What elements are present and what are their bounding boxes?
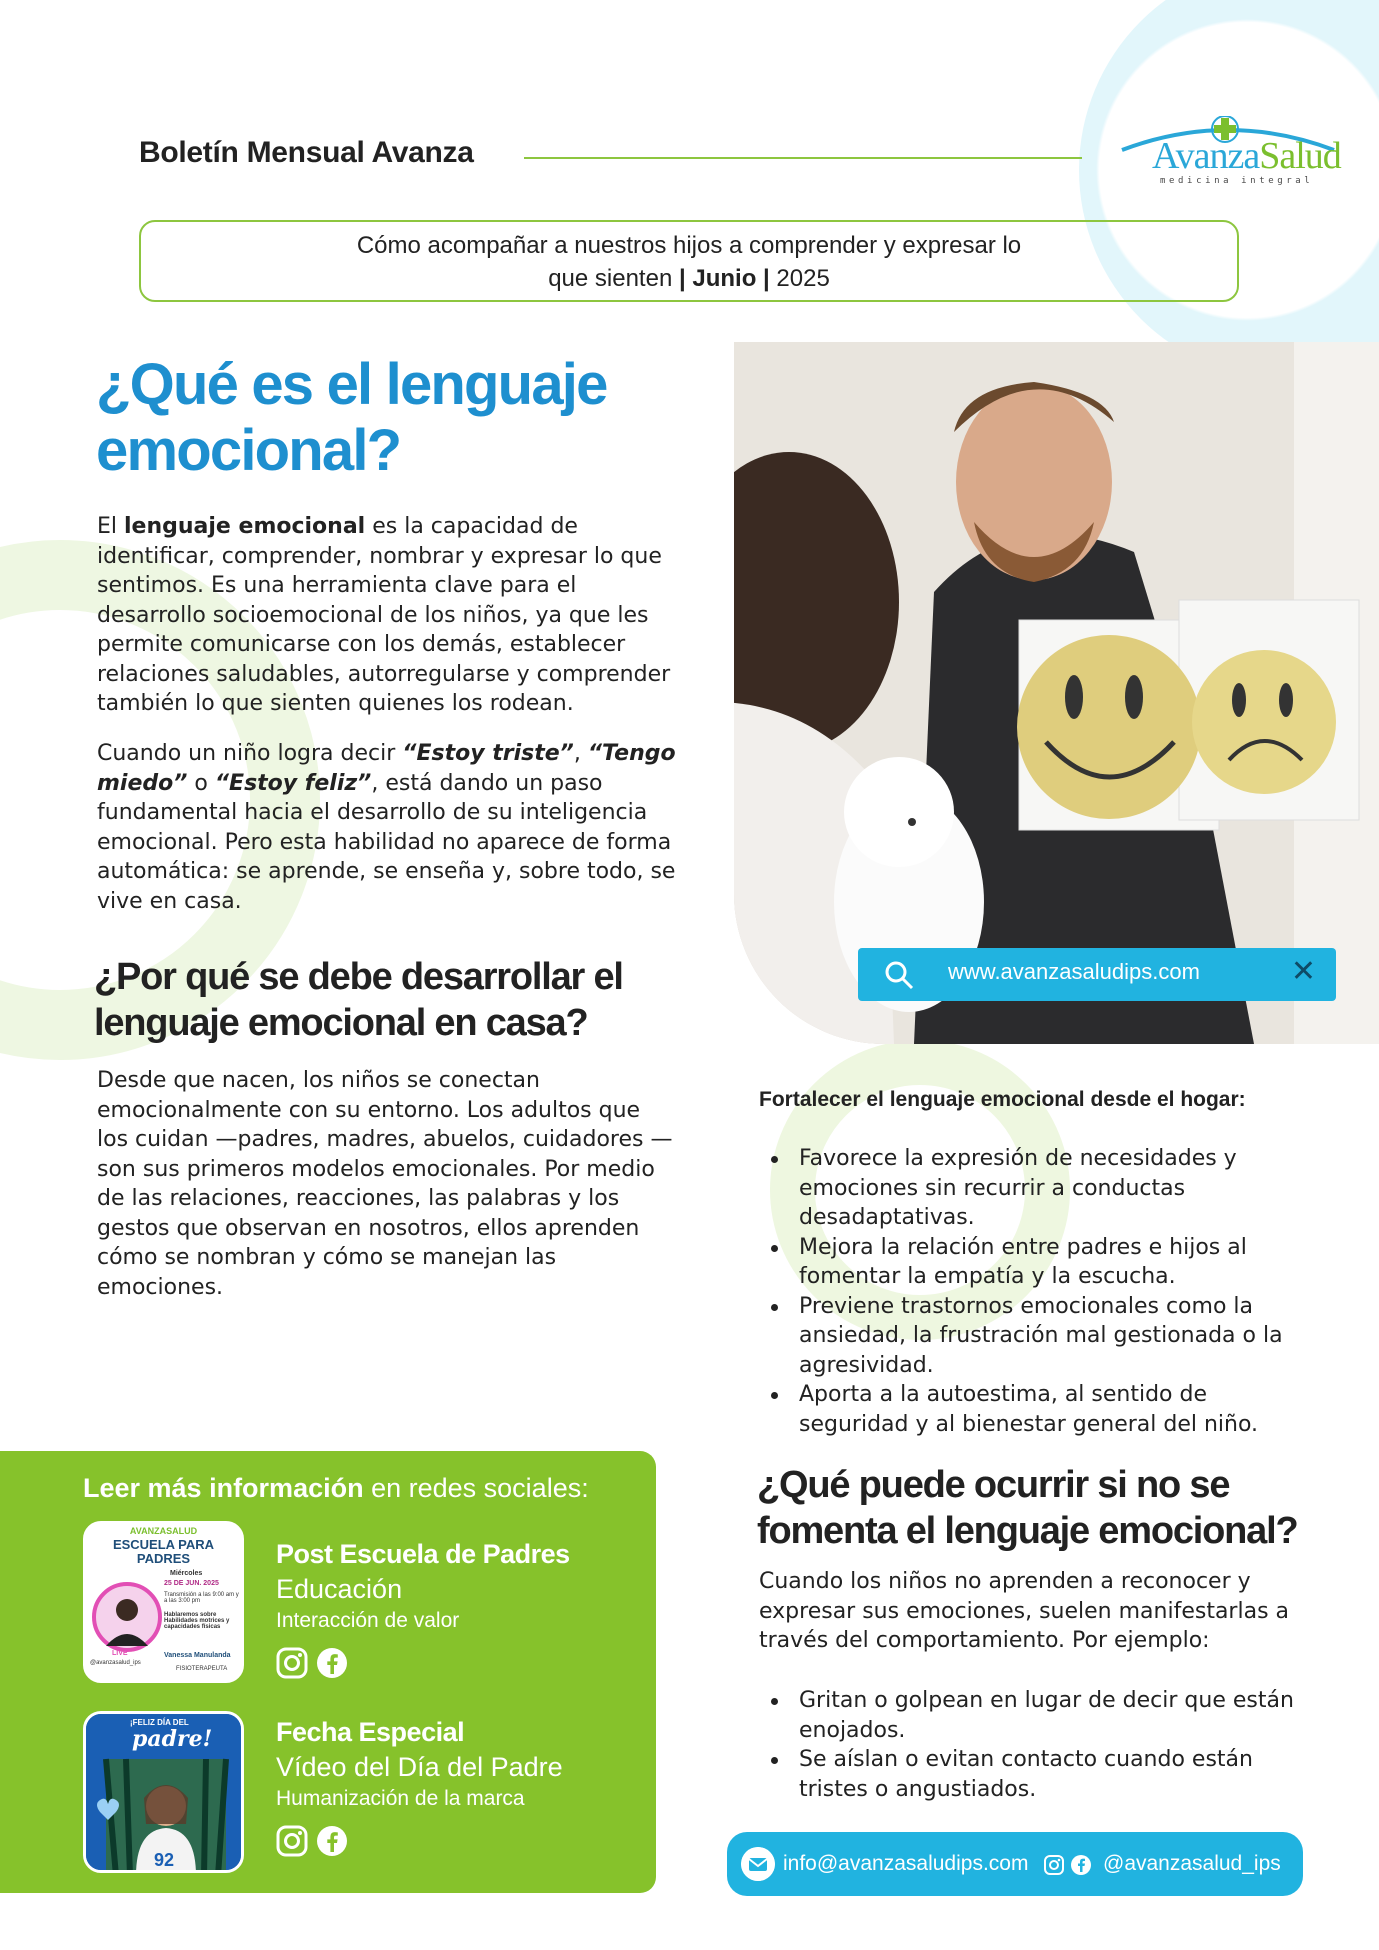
thumb-jersey-number: 92 [154,1850,175,1870]
section-heading-what-is: ¿Qué es el lenguaje emocional? [96,352,607,483]
post-fathers-day[interactable] [276,1717,563,1857]
brand-logo[interactable] [1118,108,1341,198]
close-icon[interactable]: ✕ [1290,954,1316,989]
thumb-banner-line-1: ¡FELIZ DÍA DEL [130,1718,189,1727]
why-home-paragraph: Desde que nacen, los niños se conectan emocionalmente con su entorno. Los adultos que los cuidan —padres, madres, abuelos, cuidadores — son sus primeros modelos emocionales. Por medio de las relaciones, reacciones, las palabras y los gestos que observan en nosotros, ellos aprenden cómo se nombran y cómo se manejan las emociones. [97,1068,673,1300]
post-category: Educación [276,1574,403,1604]
instagram-icon[interactable] [276,1647,308,1679]
thumb-name: Vanessa Manulanda [164,1652,231,1659]
issue-subtitle [139,220,1239,302]
benefits-list [759,1144,1319,1439]
hero-photo [734,342,1379,1044]
contact-bar [727,1832,1303,1896]
website-url[interactable]: www.avanzasaludips.com [948,959,1200,984]
post-category: Vídeo del Día del Padre [276,1752,563,1782]
social-media-card [0,1451,656,1893]
example-paragraph: Cuando un niño logra decir “Estoy triste”, “Tengo miedo” o “Estoy feliz”, está dando un paso fundamental hacia el desarrollo de su inteligencia emocional. Pero esta habilidad no aparece de forma automática: se aprende, se enseña y, sobre todo, se vive en casa. [97,741,676,914]
thumb-handle: @avanzasalud_ips [90,1660,141,1666]
consequences-paragraph: Cuando los niños no aprenden a reconocer y expresar sus emociones, suelen manifestarlas a través del comportamiento. Por ejemplo: [759,1569,1290,1653]
mail-icon [741,1847,775,1881]
list-item: Gritan o golpean en lugar de decir que están enojados. [759,1686,1319,1745]
post-thumbnail-school[interactable] [83,1521,244,1683]
instagram-icon[interactable] [276,1825,308,1857]
list-item: Favorece la expresión de necesidades y emociones sin recurrir a conductas desadaptativas. [759,1144,1319,1233]
post-social-icons [276,1825,563,1857]
post-school-of-parents[interactable] [276,1539,570,1679]
post-social-icons [276,1647,570,1679]
therapy-scene-illustration [734,342,1379,1044]
strengthen-title: Fortalecer el lenguaje emocional desde el hogar: [759,1088,1246,1111]
search-icon [884,960,914,990]
post-description: Humanización de la marca [276,1787,525,1810]
section-heading-consequences: ¿Qué puede ocurrir si no se fomenta el lenguaje emocional? [757,1464,1298,1552]
thumb-date: 25 DE JUN. 2025 [164,1580,219,1587]
list-item: Se aíslan o evitan contacto cuando están tristes o angustiados. [759,1745,1319,1804]
consequences-list [759,1686,1319,1804]
list-item: Mejora la relación entre padres e hijos al fomentar la empatía y la escucha. [759,1233,1319,1292]
contact-handle[interactable]: @avanzasalud_ips [1103,1852,1281,1875]
instagram-icon[interactable] [1043,1854,1065,1876]
intro-paragraph: El lenguaje emocional es la capacidad de identificar, comprender, nombrar y expresar lo que sentimos. Es una herramienta clave para el desarrollo socioemocional de los niños, ya que les permite comunicarse con los demás, establecer relaciones saludables, autorregularse y comprender también lo que sienten quienes los rodean. [97,514,671,716]
thumb-topic: Hablaremos sobre Habilidades motrices y capacidades físicas [164,1612,230,1630]
subtitle-line-2: que sienten | Junio | 2025 [548,265,830,292]
facebook-icon[interactable] [316,1647,348,1679]
logo-tagline: medicina integral [1160,176,1314,186]
list-item: Aporta a la autoestima, al sentido de seguridad y al bienestar general del niño. [759,1380,1319,1439]
newsletter-title: Boletín Mensual Avanza [139,136,474,169]
section-heading-why-home: ¿Por qué se debe desarrollar el lenguaje emocional en casa? [94,956,623,1044]
thumb-time: Transmisión a las 9:00 am y a las 3:00 pm [164,1592,239,1604]
thumb-day: Miércoles [170,1570,203,1577]
facebook-icon[interactable] [316,1825,348,1857]
logo-wordmark: AvanzaSalud [1152,135,1341,177]
post-title: Fecha Especial [276,1717,465,1747]
thumb-heading: ESCUELA PARA PADRES [112,1537,215,1566]
subtitle-line-1: Cómo acompañar a nuestros hijos a comprender y expresar lo [356,232,1022,259]
contact-email[interactable]: info@avanzasaludips.com [783,1852,1029,1875]
thumb-role: FISIOTERAPEUTA [176,1666,228,1672]
post-description: Interacción de valor [276,1609,460,1632]
post-title: Post Escuela de Padres [276,1539,570,1569]
thumb-live-badge: LIVE [112,1650,128,1657]
website-search-bar[interactable] [858,948,1336,1001]
social-card-title: Leer más información en redes sociales: [83,1473,589,1503]
post-thumbnail-fathers-day[interactable] [83,1711,244,1873]
header-divider [524,157,1082,159]
thumb-brand: AVANZASALUD [129,1526,198,1536]
list-item: Previene trastornos emocionales como la ansiedad, la frustración mal gestionada o la agresividad. [759,1292,1319,1381]
facebook-icon[interactable] [1070,1854,1092,1876]
presenter-avatar [92,1582,162,1652]
thumb-banner-line-2: padre! [132,1726,213,1752]
